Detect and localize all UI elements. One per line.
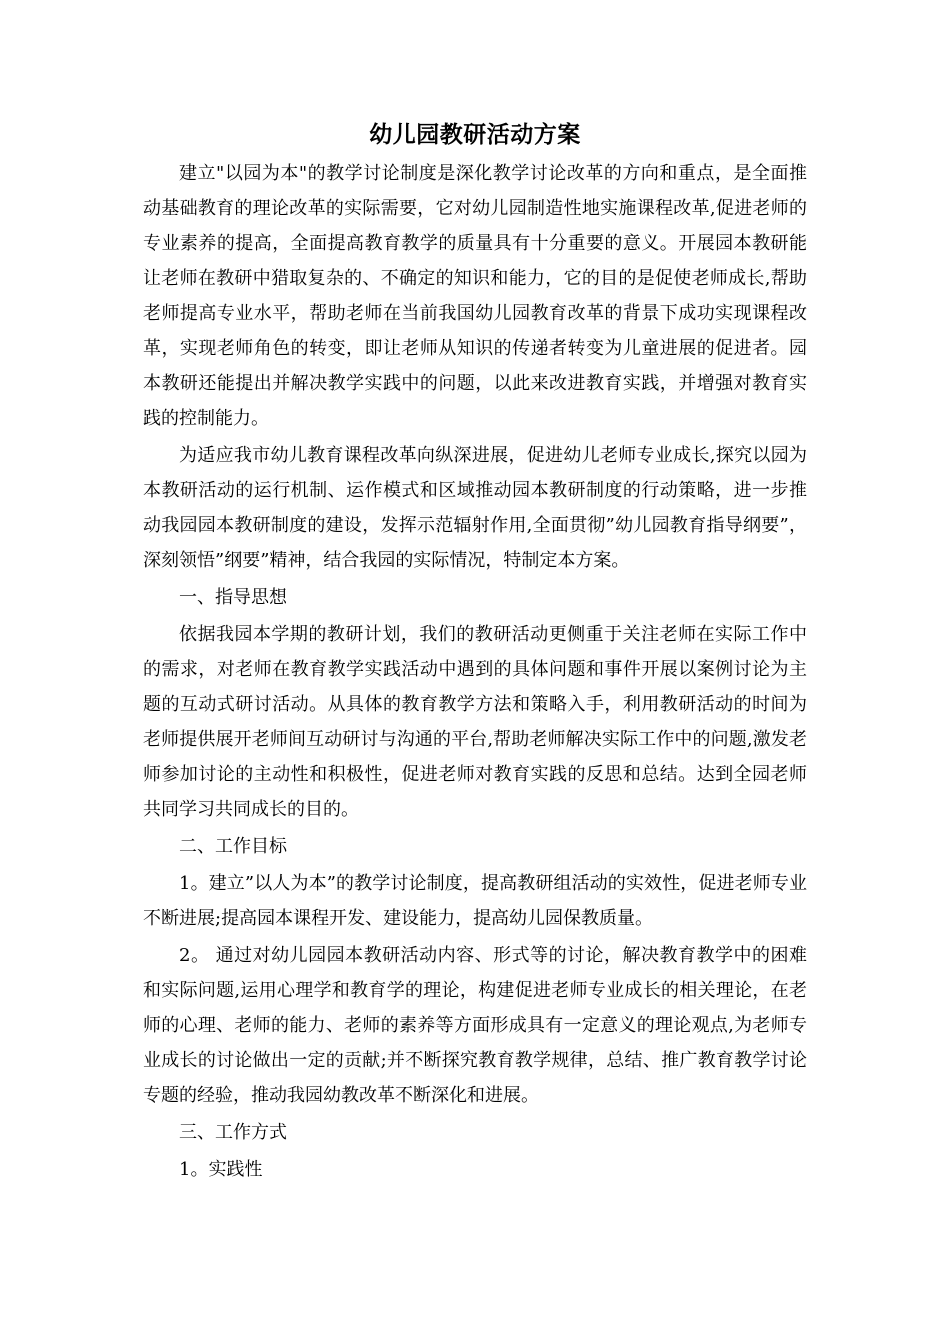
- paragraph-purpose: 为适应我市幼儿教育课程改革向纵深进展，促进幼儿老师专业成长,探究以园为本教研活动的运行机制、运作模式和区域推动园本教研制度的行动策略，进一步推动我园园本教研制度的建设，发挥示范辐射作用,全面贯彻”幼儿园教育指导纲要”，深刻领悟”纲要”精神，结合我园的实际情况，特制定本方案。: [143, 445, 807, 571]
- section-heading-work-methods: 三、工作方式: [179, 1122, 287, 1143]
- paragraph-goal-1: 1。建立”以人为本”的教学讨论制度，提高教研组活动的实效性，促进老师专业不断进展;提高园本课程开发、建设能力，提高幼儿园保教质量。: [143, 873, 807, 929]
- paragraph-intro: 建立"以园为本"的教学讨论制度是深化教学讨论改革的方向和重点，是全面推动基础教育的理论改革的实际需要，它对幼儿园制造性地实施课程改革,促进老师的专业素养的提高，全面提高教育教学的质量具有十分重要的意义。开展园本教研能让老师在教研中猎取复杂的、不确定的知识和能力，它的目的是促使老师成长,帮助老师提高专业水平，帮助老师在当前我国幼儿园教育改革的背景下成功实现课程改革，实现老师角色的转变，即让老师从知识的传递者转变为儿童进展的促进者。园本教研还能提出并解决教学实践中的问题，以此来改进教育实践，并增强对教育实践的控制能力。: [143, 163, 807, 429]
- section-heading-guiding-ideology: 一、指导思想: [179, 587, 287, 608]
- document-title: 幼儿园教研活动方案: [369, 121, 581, 148]
- subsection-heading-practicality: 1。实践性: [179, 1159, 263, 1180]
- section-heading-work-goals: 二、工作目标: [179, 836, 287, 857]
- document-body: [143, 156, 807, 1189]
- paragraph-goal-2: 2。 通过对幼儿园园本教研活动内容、形式等的讨论，解决教育教学中的困难和实际问题,运用心理学和教育学的理论，构建促进老师专业成长的相关理论，在老师的心理、老师的能力、老师的素养等方面形成具有一定意义的理论观点,为老师专业成长的讨论做出一定的贡献;并不断探究教育教学规律，总结、推广教育教学讨论专题的经验，推动我园幼教改革不断深化和进展。: [143, 945, 807, 1106]
- paragraph-guiding-ideology: 依据我园本学期的教研计划，我们的教研活动更侧重于关注老师在实际工作中的需求，对老师在教育教学实践活动中遇到的具体问题和事件开展以案例讨论为主题的互动式研讨活动。从具体的教育教学方法和策略入手，利用教研活动的时间为老师提供展开老师间互动研讨与沟通的平台,帮助老师解决实际工作中的问题,激发老师参加讨论的主动性和积极性，促进老师对教育实践的反思和总结。达到全园老师共同学习共同成长的目的。: [143, 624, 807, 820]
